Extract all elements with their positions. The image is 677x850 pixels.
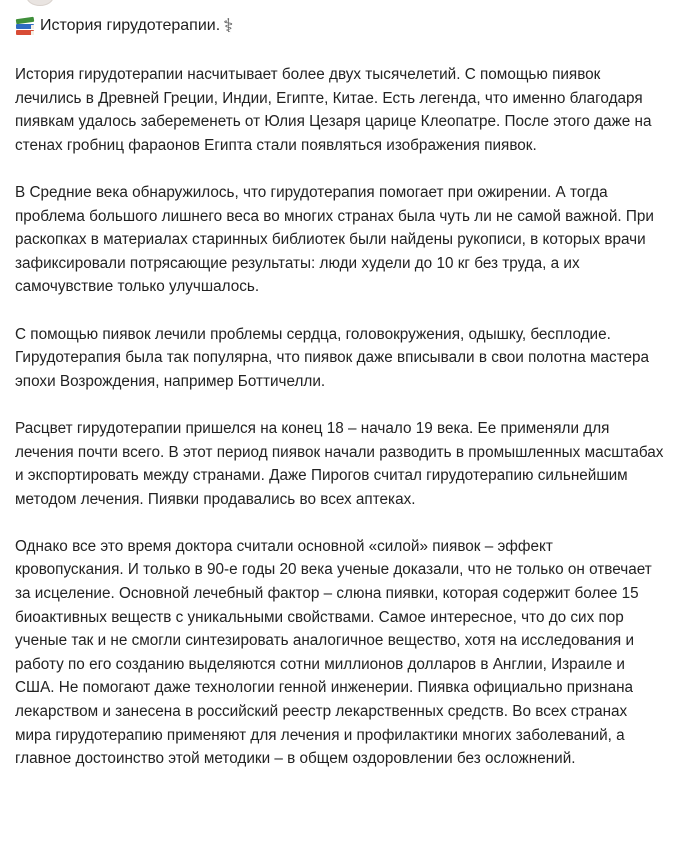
post-paragraph: В Средние века обнаружилось, что гирудотерапия помогает при ожирении. А тогда проблема большого лишнего веса во многих странах была чуть ли не самой важной. При раскопках в материалах старинных библиотек были найдены рукописи, в которых врачи зафиксировали потрясающие результаты: люди худели до 10 кг без труда, а их самочувствие только улучшалось. [15,183,654,296]
post-title: История гирудотерапии. [40,17,221,34]
medical-symbol-icon: ⚕ [223,15,234,37]
post-paragraph: Расцвет гирудотерапии пришелся на конец 18 – начало 19 века. Ее применяли для лечения почти всего. В этот период пиявок начали разводить в промышленных масштабах и экспортировать между странами. Даже Пирогов считал гирудотерапию сильнейшим методом лечения. Пиявки продавались во всех аптеках. [15,419,664,508]
post-paragraph: История гирудотерапии насчитывает более двух тысячелетий. С помощью пиявок лечились в Древней Греции, Индии, Египте, Китае. Есть легенда, что именно благодаря пиявкам удалось забеременеть от Юлия Цезаря царице Клеопатре. После этого даже на стенах гробниц фараонов Египта стали появляться изображения пиявок. [15,66,652,154]
post-body [15,14,665,794]
post-paragraph: С помощью пиявок лечили проблемы сердца, головокружения, одышку, бесплодие. Гирудотерапия была так популярна, что пиявок даже вписывали в свои полотна мастера эпохи Возрождения, например Боттичелли. [15,325,650,390]
post-paragraph: Однако все это время доктора считали основной «силой» пиявок – эффект кровопускания. И только в 90-е годы 20 века ученые доказали, что не только он отвечает за исцеление. Основной лечебный фактор – слюна пиявки, которая содержит более 15 биоактивных веществ с уникальными свойствами. Самое интересное, что до сих пор ученые так и не смогли синтезировать аналогичное вещество, хотя на исследования и работу по его созданию выделяются сотни миллионов долларов в Англии, Израиле и США. Не помогают даже технологии генной инженерии. Пиявка официально признана лекарством и занесена в российский реестр лекарственных средств. Во всех странах мира гирудотерапию применяют для лечения и профилактики многих заболеваний, а главное достоинство этой методики – в общем оздоровлении без осложнений. [15,537,652,768]
books-icon [15,16,35,36]
post-title-row [15,14,665,38]
avatar[interactable] [26,0,54,6]
